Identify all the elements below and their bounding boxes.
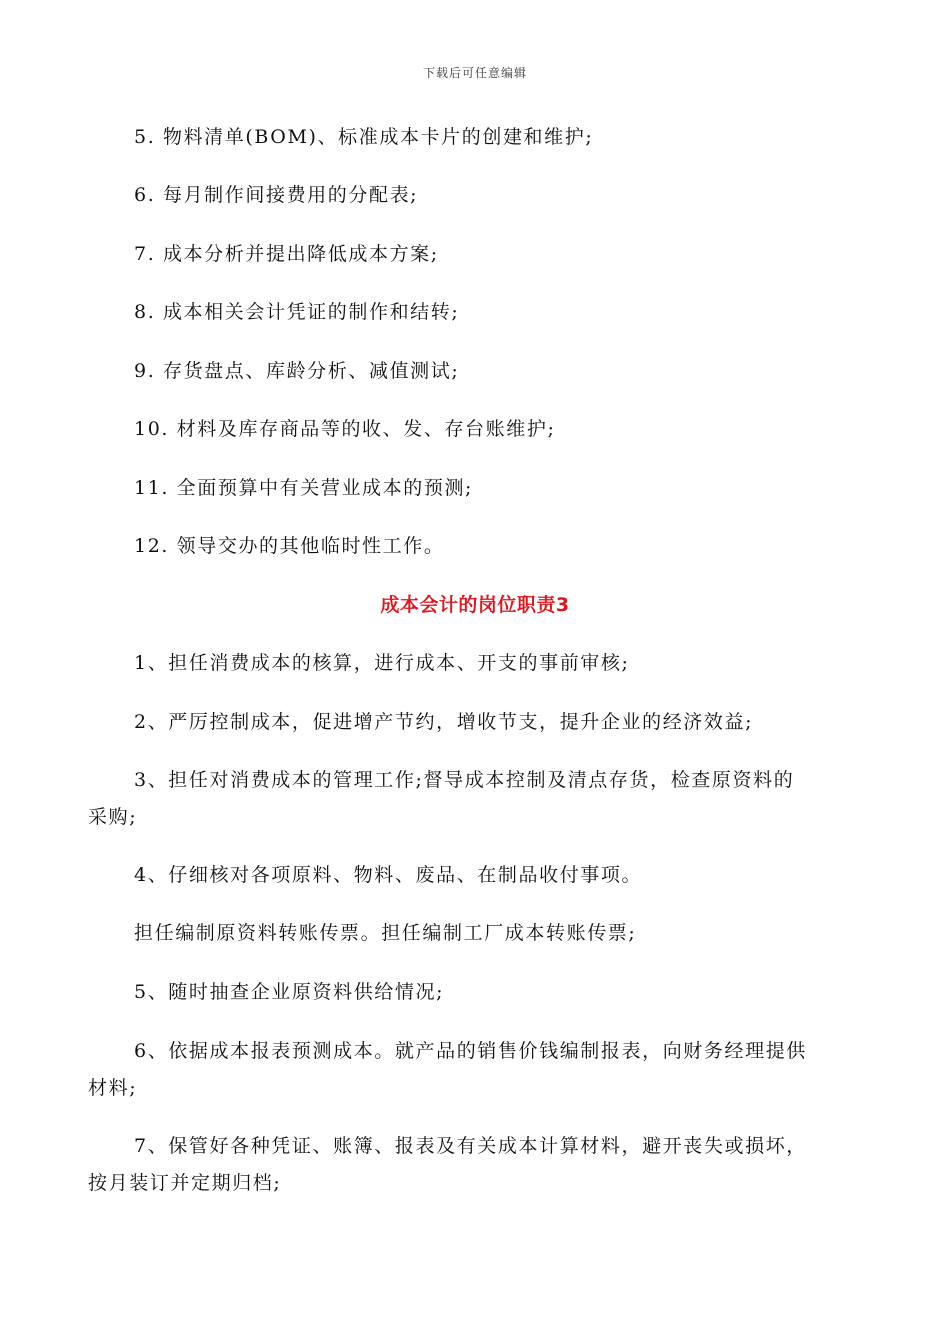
duty-item: 5、随时抽查企业原资料供给情况; xyxy=(134,981,445,1003)
duty-item: 7、保管好各种凭证、账簿、报表及有关成本计算材料，避开丧失或损坏， xyxy=(134,1135,807,1157)
duty-item-continuation: 按月装订并定期归档; xyxy=(88,1172,282,1194)
list-item: 5. 物料清单(BOM)、标准成本卡片的创建和维护; xyxy=(134,126,594,148)
list-item: 12. 领导交办的其他临时性工作。 xyxy=(134,535,445,557)
duty-item: 4、仔细核对各项原料、物料、废品、在制品收付事项。 xyxy=(134,864,643,886)
section-title: 成本会计的岗位职责3 xyxy=(380,594,570,616)
duty-item: 1、担任消费成本的核算，进行成本、开支的事前审核; xyxy=(134,652,630,674)
duty-item: 6、依据成本报表预测成本。就产品的销售价钱编制报表，向财务经理提供 xyxy=(134,1040,807,1062)
list-item: 6. 每月制作间接费用的分配表; xyxy=(134,184,419,206)
list-item: 9. 存货盘点、库龄分析、减值测试; xyxy=(134,360,460,382)
duty-item: 担任编制原资料转账传票。担任编制工厂成本转账传票; xyxy=(134,922,637,944)
list-item: 8. 成本相关会计凭证的制作和结转; xyxy=(134,301,460,323)
duty-item-continuation: 材料; xyxy=(88,1077,138,1099)
list-item: 10. 材料及库存商品等的收、发、存台账维护; xyxy=(134,418,556,440)
duty-item: 2、严厉控制成本，促进增产节约，增收节支，提升企业的经济效益; xyxy=(134,711,754,733)
duty-item-continuation: 采购; xyxy=(88,806,138,828)
list-item: 11. 全面预算中有关营业成本的预测; xyxy=(134,477,474,499)
list-item: 7. 成本分析并提出降低成本方案; xyxy=(134,243,439,265)
header-note: 下载后可任意编辑 xyxy=(422,66,527,80)
duty-item: 3、担任对消费成本的管理工作;督导成本控制及清点存货，检查原资料的 xyxy=(134,769,795,791)
